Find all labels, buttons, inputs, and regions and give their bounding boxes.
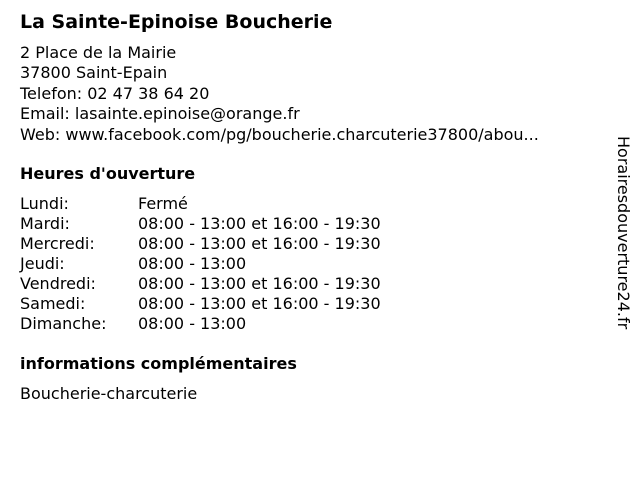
hours-day: Vendredi: xyxy=(20,274,96,293)
hours-day: Jeudi: xyxy=(20,254,65,273)
business-contact xyxy=(20,43,539,145)
phone-number: Telefon: 02 47 38 64 20 xyxy=(20,83,210,103)
site-brand-label: Horairesdouverture24.fr xyxy=(614,136,633,330)
hours-time: 08:00 - 13:00 xyxy=(138,314,247,333)
hours-time: 08:00 - 13:00 et 16:00 - 19:30 xyxy=(138,234,381,253)
city-address: 37800 Saint-Epain xyxy=(20,63,168,83)
hours-day: Dimanche: xyxy=(20,314,107,333)
email-address: Email: lasainte.epinoise@orange.fr xyxy=(20,104,300,124)
hours-heading: Heures d'ouverture xyxy=(20,164,196,183)
hours-time: Fermé xyxy=(138,194,188,213)
hours-row xyxy=(20,194,381,214)
hours-time: 08:00 - 13:00 et 16:00 - 19:30 xyxy=(138,274,381,293)
info-text: Boucherie-charcuterie xyxy=(20,384,198,403)
hours-row xyxy=(20,314,381,334)
street-address: 2 Place de la Mairie xyxy=(20,43,177,62)
business-name: La Sainte-Epinoise Boucherie xyxy=(20,11,333,33)
hours-time: 08:00 - 13:00 et 16:00 - 19:30 xyxy=(138,294,381,313)
hours-day: Mardi: xyxy=(20,214,70,233)
hours-time: 08:00 - 13:00 et 16:00 - 19:30 xyxy=(138,214,381,233)
hours-row xyxy=(20,294,381,314)
info-heading: informations complémentaires xyxy=(20,354,297,373)
hours-row xyxy=(20,274,381,294)
hours-day: Mercredi: xyxy=(20,234,95,253)
hours-row xyxy=(20,254,381,274)
website-link: Web: www.facebook.com/pg/boucherie.charcuterie37800/abou... xyxy=(20,124,539,144)
hours-row xyxy=(20,234,381,254)
opening-hours-table xyxy=(20,194,381,334)
hours-time: 08:00 - 13:00 xyxy=(138,254,247,273)
hours-day: Lundi: xyxy=(20,194,69,213)
hours-day: Samedi: xyxy=(20,294,86,313)
hours-row xyxy=(20,214,381,234)
